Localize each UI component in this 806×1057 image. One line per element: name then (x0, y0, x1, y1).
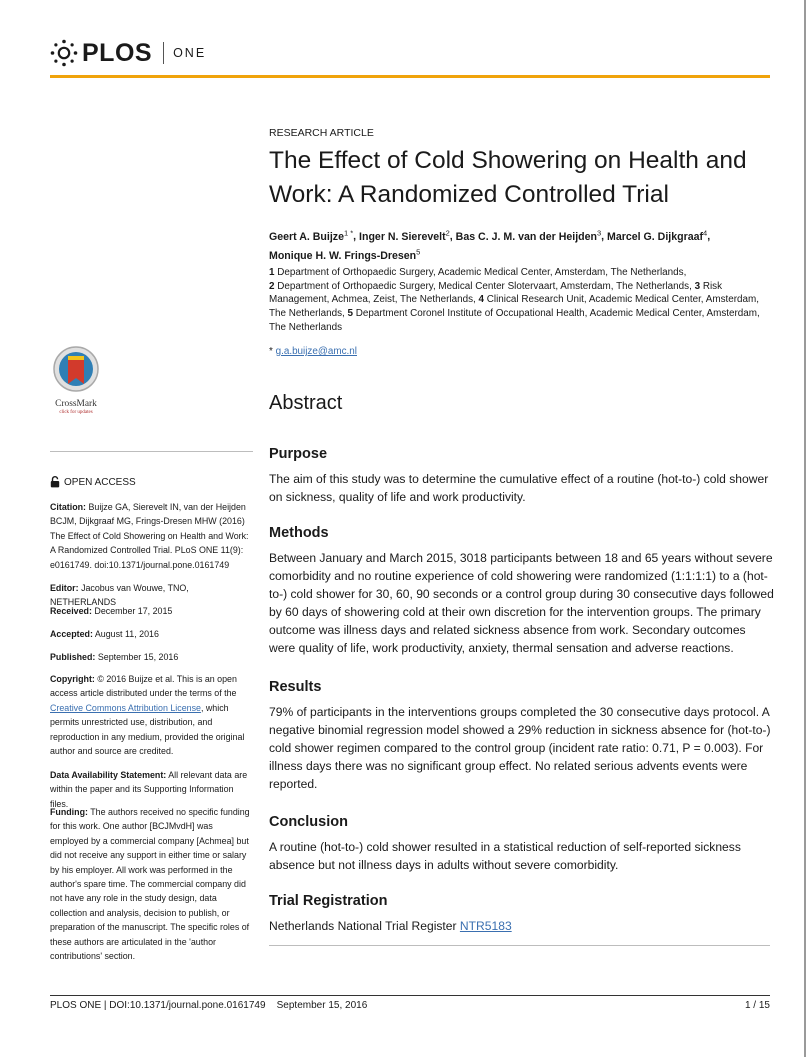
conclusion-text: A routine (hot-to-) cold shower resulted in a statistical reduction of self-reported sickness absence but not illness days in adults without severe comorbidity. (269, 840, 741, 873)
corresponding-email-link[interactable]: g.a.buijze@amc.nl (275, 346, 357, 357)
methods-heading: Methods (269, 525, 329, 541)
received-date: Received: December 17, 2015 (50, 606, 173, 616)
cc-license-link[interactable]: Creative Commons Attribution License (50, 702, 201, 713)
accepted-date: Accepted: August 11, 2016 (50, 629, 159, 639)
affiliations: 1 Department of Orthopaedic Surgery, Academic Medical Center, Amsterdam, The Netherlands, 2 Department of Orthopaedic Surgery, Medical Center Slotervaart, Amsterdam, The Netherlands, 3 Risk Management, Achmea, Zeist, The Netherlands, 4 Clinical Research Unit, Academic Medical Center, Amsterdam, The Netherlands, 5 Department Coronel Institute of Occupational Health, Academic Medical Center, Amsterdam, The Netherlands (269, 267, 760, 333)
funding: Funding: The authors received no specific funding for this work. One author [BCJMvdH] was employed by a commercial company [Achmea] but did not receive any support in either time or salary by his employer. All work was performed in the author's spare time. The commercial company did not have any role in the study design, data collection and analysis, decision to publish, or preparation of the manuscript. The specific roles of these authors are articulated in the 'author contributions' section. (50, 807, 250, 962)
footer-rule (50, 995, 770, 996)
author-3[interactable]: Bas C. J. M. van der Heijden$^3$ (455, 228, 602, 243)
editor: Editor: Jacobus van Wouwe, TNO, NETHERLANDS (50, 583, 189, 608)
open-access-label: OPEN ACCESS (50, 476, 136, 488)
author-1[interactable]: Geert A. Buijze$^{1 *}$ (269, 228, 354, 243)
citation: Citation: Buijze GA, Sierevelt IN, van der Heijden BCJM, Dijkgraaf MG, Frings-Dresen MHW (2016) The Effect of Cold Showering on Health and Work: A Randomized Controlled Trial. PLoS ONE 11(9): e0161749. doi:10.1371/journal.pone.0161749 (50, 502, 249, 570)
crossmark-icon (52, 345, 100, 393)
crossmark-label: CrossMark (55, 399, 97, 409)
data-availability: Data Availability Statement: All relevant data are within the paper and its Supporting Information files. (50, 770, 248, 809)
purpose-text: The aim of this study was to determine the cumulative effect of a routine (hot-to-) cold shower on sickness, quality of life and work productivity. (269, 472, 769, 505)
author-4[interactable]: Marcel G. Dijkgraaf$^4$ (607, 228, 708, 243)
footer-citation: PLOS ONE | DOI:10.1371/journal.pone.0161749 September 15, 2016 (50, 1000, 368, 1011)
results-heading: Results (269, 679, 322, 695)
crossmark-sub: click for updates (59, 410, 93, 415)
published-date: Published: September 15, 2016 (50, 652, 179, 662)
conclusion-heading: Conclusion (269, 814, 348, 830)
corresponding-author: * g.a.buijze@amc.nl (269, 346, 357, 357)
trial-registration-text: Netherlands National Trial Register NTR5183 (269, 919, 512, 933)
plos-one-logo[interactable] (50, 38, 206, 68)
purpose-heading: Purpose (269, 446, 328, 462)
article-type: RESEARCH ARTICLE (269, 127, 374, 139)
logo-brand: PLOS (82, 38, 153, 67)
results-text: 79% of participants in the interventions groups completed the 30 consecutive days protocol. A negative binomial regression model showed a 29% reduction in sickness absence for (hot-to-) cold shower regimen compared to the control group (incident rate ratio: 0.71, P = 0.003). For illness days there was no significant group effect. No related serious advents events were reported. (269, 705, 771, 792)
header-accent-rule (50, 75, 770, 78)
author-list: Geert A. Buijze$^{1 *}$, Inger N. Sierevelt$^2$, Bas C. J. M. van der Heijden$^3$, Marcel G. Dijkgraaf$^4$, Monique H. W. Frings-Dresen$^5$ (269, 228, 711, 263)
plos-sun-icon (50, 39, 78, 67)
sidebar-rule (50, 451, 253, 452)
page-number: 1 / 15 (744, 1000, 770, 1011)
abstract-end-rule (269, 945, 770, 946)
logo-separator (163, 42, 164, 64)
author-2[interactable]: Inger N. Sierevelt$^2$ (359, 228, 450, 243)
open-lock-icon (50, 476, 60, 488)
author-5[interactable]: Monique H. W. Frings-Dresen$^5$ (269, 247, 421, 263)
methods-text: Between January and March 2015, 3018 participants between 18 and 65 years without severe comorbidity and no routine experience of cold showering were randomized (1:1:1:1) to a (hot-to-) cold shower for 30, 60, 90 seconds or a control group during 30 consecutive days followed by 60 days of showering cold at their own discretion for the intervention groups. The primary outcome was illness days and related sickness absence from work. Secondary outcomes were quality of life, work productivity, anxiety, thermal sensation and adverse reactions. (269, 551, 774, 656)
copyright: Copyright: © 2016 Buijze et al. This is an open access article distributed under the terms of the Creative Commons Attribution License, which permits unrestricted use, distribution, and reproduction in any medium, provided the original author and source are credited. (50, 674, 245, 757)
trial-registration-heading: Trial Registration (269, 893, 388, 909)
abstract-heading: Abstract (269, 392, 343, 414)
article-title: The Effect of Cold Showering on Health and Work: A Randomized Controlled Trial (269, 147, 747, 208)
trial-register-link[interactable]: NTR5183 (459, 919, 512, 933)
logo-journal: ONE (173, 46, 207, 60)
crossmark-badge[interactable] (47, 345, 105, 415)
